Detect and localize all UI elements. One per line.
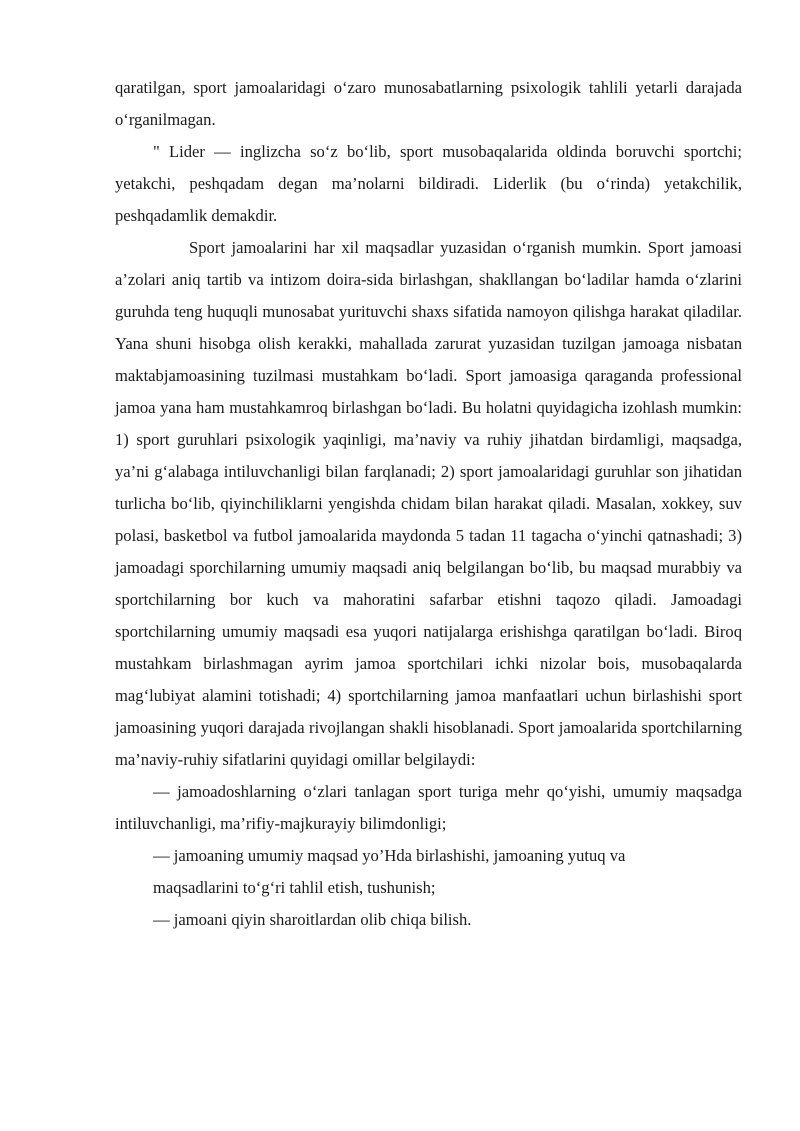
list-item-1: — jamoadoshlarning o‘zlari tanlagan sport turiga mehr qo‘yishi, umumiy maqsadga intiluvchanligi, ma’rifiy-majkurayiy bilimdonligi;	[115, 782, 742, 833]
paragraph-sport-teams: Sport jamoalarini har xil maqsadlar yuzasidan o‘rganish mumkin. Sport jamoasi a’zolari aniq tartib va intizom doira-sida birlashgan, shakllangan bo‘ladilar hamda o‘zlarini guruhda teng huquqli munosabat yurituvchi shaxs sifatida namoyon qilishga harakat qiladilar. Yana shuni hisobga olish kerakki, mahallada zarurat yuzasidan tuzilgan jamoaga nisbatan maktabjamoasining tuzilmasi mustahkam bo‘ladi. Sport jamoasiga qaraganda professional jamoa yana ham mustahkamroq birlashgan bo‘ladi. Bu holatni quyidagicha izohlash mumkin: 1) sport guruhlari psixologik yaqinligi, ma’naviy va ruhiy jihatdan birdamligi, maqsadga, ya’ni g‘alabaga intiluvchanligi bilan farqlanadi; 2) sport jamoalaridagi guruhlar son jihatidan turlicha bo‘lib, qiyinchiliklarni yengishda chidam bilan harakat qiladi. Masalan, xokkey, suv polasi, basketbol va futbol jamoalarida maydonda 5 tadan 11 tagacha o‘yinchi qatnashadi; 3) jamoadagi sporchilarning umumiy maqsadi aniq belgilangan bo‘lib, bu maqsad murabbiy va sportchilarning bor kuch va mahoratini safarbar etishni taqozo qiladi. Jamoadagi sportchilarning umumiy maqsadi esa yuqori natijalarga erishishga qaratilgan bo‘ladi. Biroq mustahkam birlashmagan ayrim jamoa sportchilari ichki nizolar bois, musobaqalarda mag‘lubiyat alamini totishadi; 4) sportchilarning jamoa manfaatlari uchun birlashishi sport jamoasining yuqori darajada rivojlangan shakli hisoblanadi. Sport jamoalarida sportchilarning ma’naviy-ruhiy sifatlarini quyidagi omillar belgilaydi:	[115, 238, 742, 769]
list-item-2-line-1: — jamoaning umumiy maqsad yo’Hda birlashishi, jamoaning yutuq va	[153, 846, 626, 865]
paragraph-leader-definition: " Lider — inglizcha so‘z bo‘lib, sport musobaqalarida oldinda boruvchi sportchi; yetakchi, peshqadam degan ma’nolarni bildiradi. Liderlik (bu o‘rinda) yetakchilik, peshqadamlik demakdir.	[115, 142, 742, 225]
list-item-3: — jamoani qiyin sharoitlardan olib chiqa bilish.	[153, 910, 472, 929]
list-item-2-line-2: maqsadlarini to‘g‘ri tahlil etish, tushunish;	[153, 878, 436, 897]
document-page	[115, 72, 742, 936]
paragraph-continuation: qaratilgan, sport jamoalaridagi o‘zaro munosabatlarning psixologik tahlili yetarli darajada o‘rganilmagan.	[115, 78, 742, 129]
